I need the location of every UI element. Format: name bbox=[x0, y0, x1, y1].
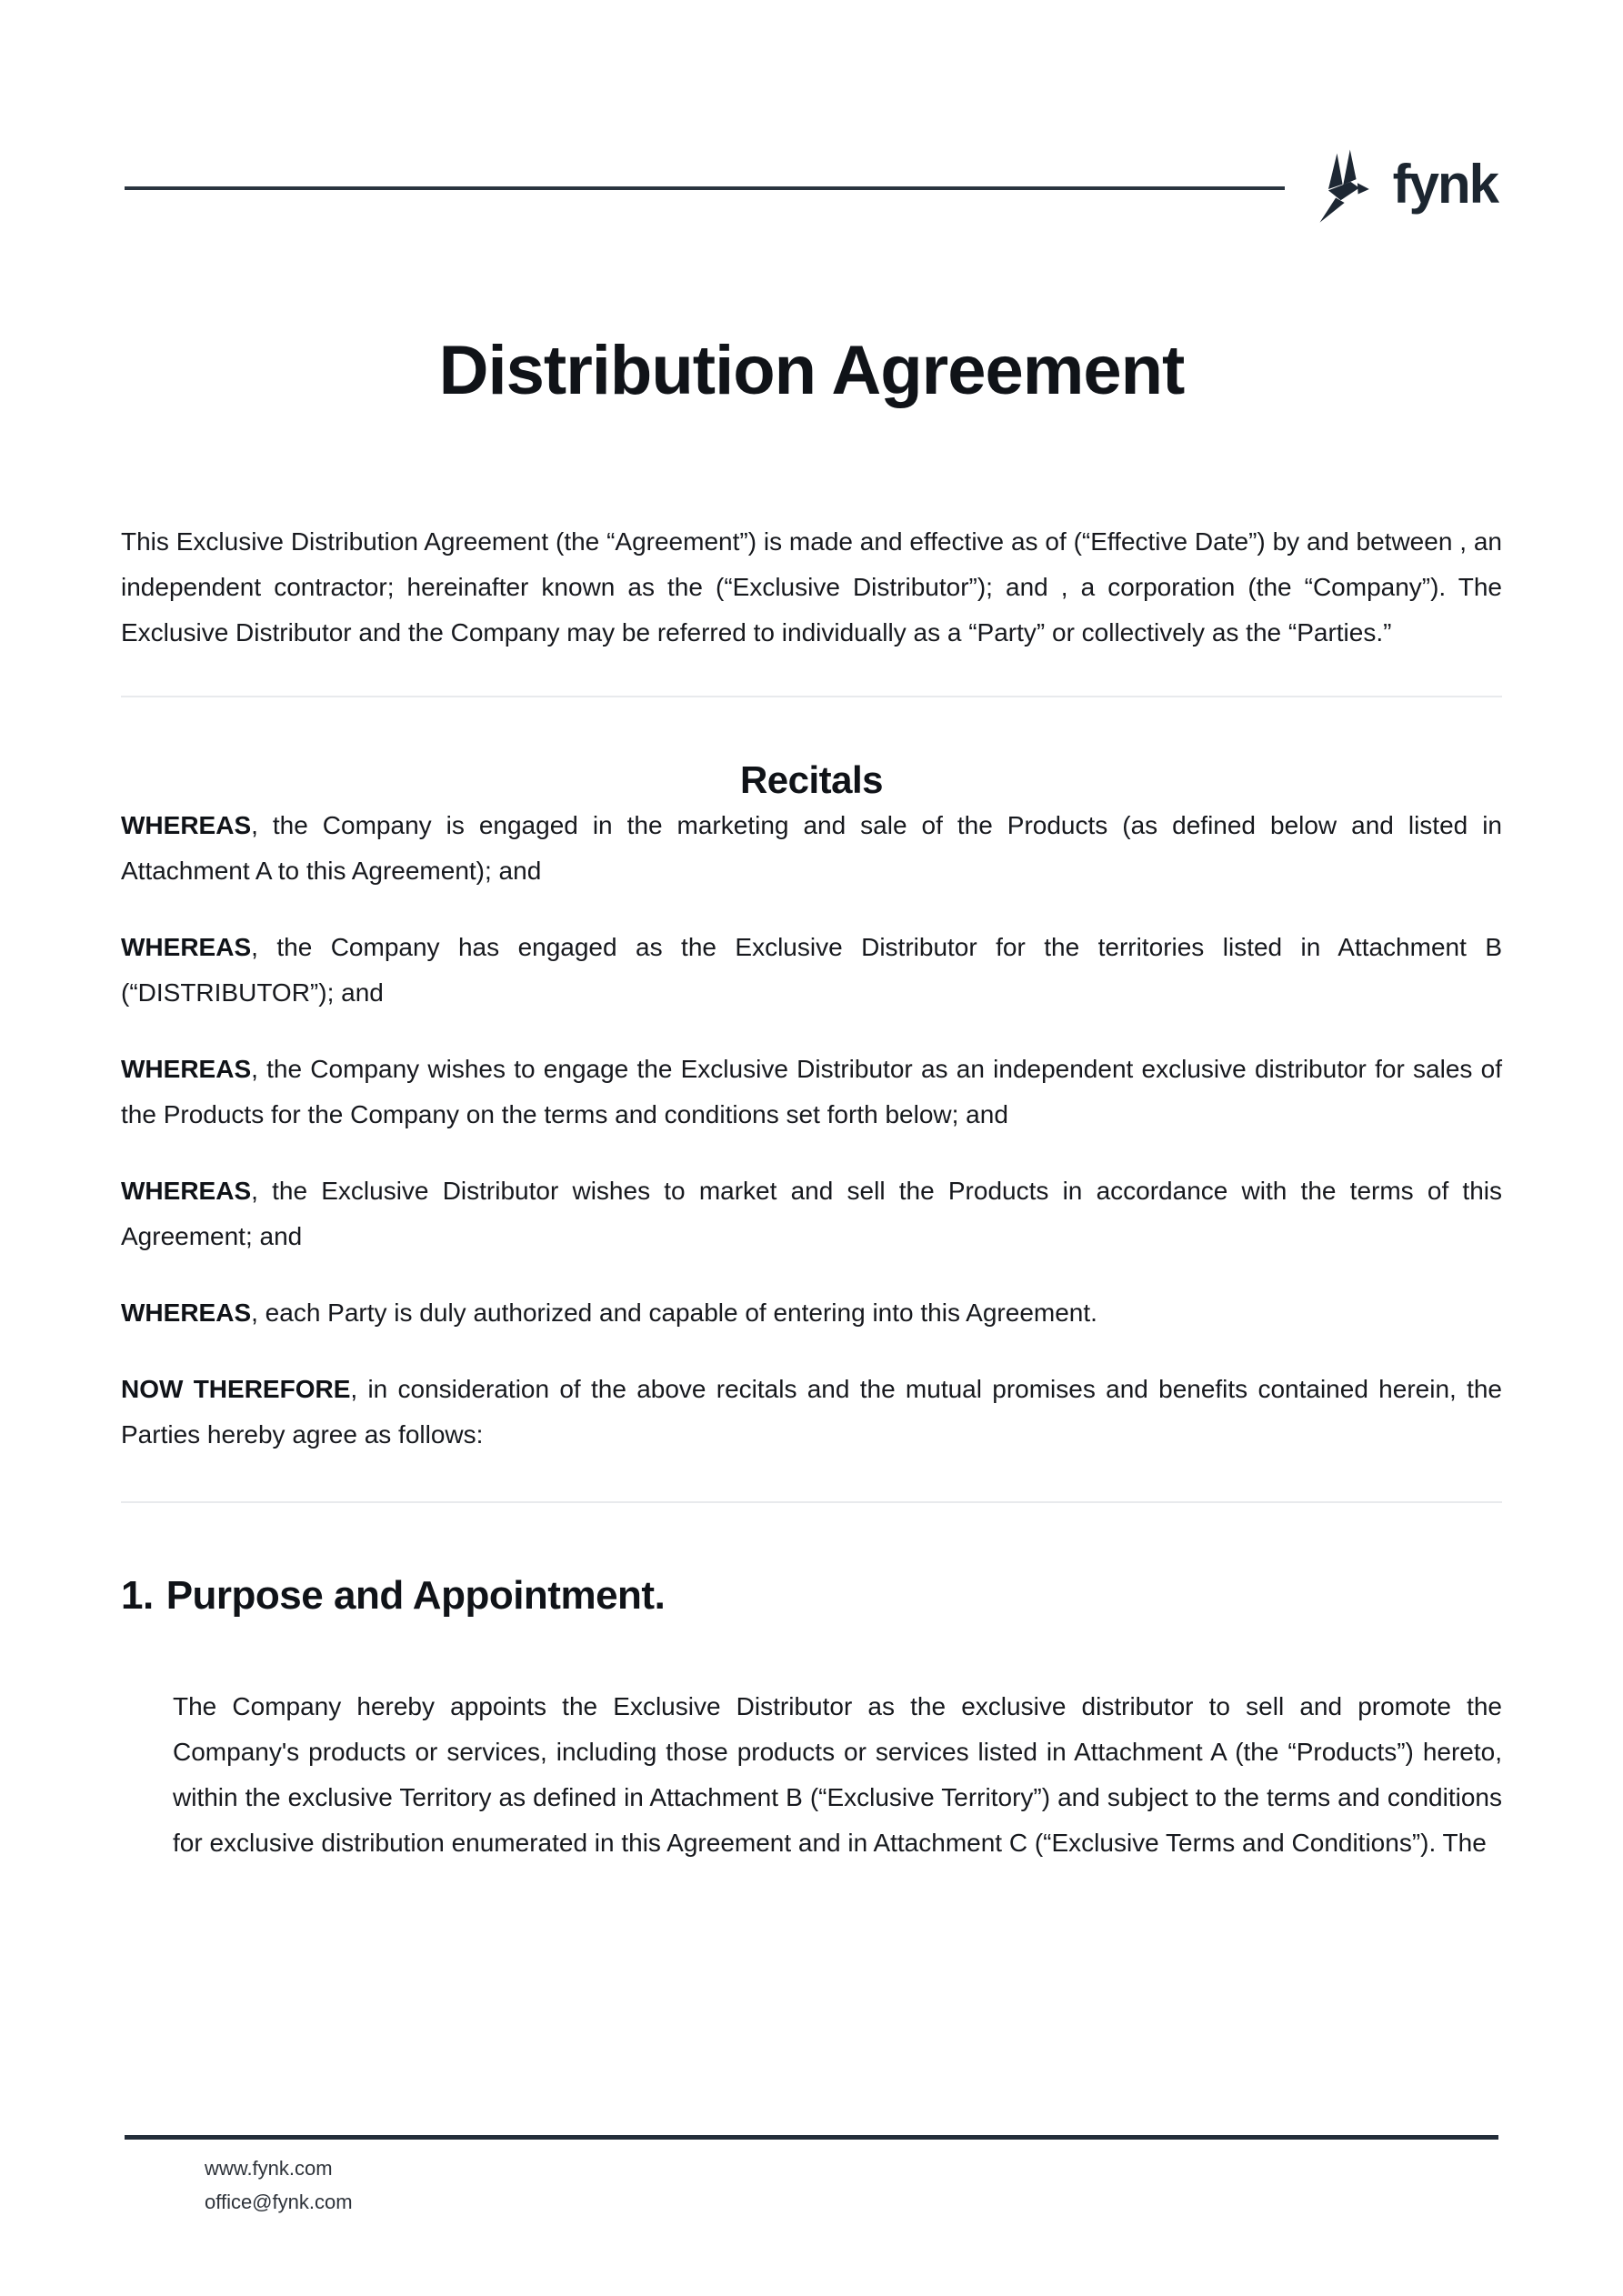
header-rule bbox=[125, 186, 1285, 190]
document-content bbox=[0, 332, 1623, 1866]
footer bbox=[205, 2151, 353, 2219]
recital-clause bbox=[121, 1168, 1502, 1259]
clause-text: , each Party is duly authorized and capable of entering into this Agreement. bbox=[251, 1298, 1097, 1327]
clause-lead: NOW THEREFORE bbox=[121, 1375, 351, 1403]
clause-lead: WHEREAS bbox=[121, 1177, 252, 1205]
clause-text: , the Exclusive Distributor wishes to market and sell the Products in accordance with the terms of this Agreement; and bbox=[121, 1177, 1502, 1250]
recital-clause bbox=[121, 1047, 1502, 1138]
footer-website-link[interactable]: www.fynk.com bbox=[205, 2157, 333, 2180]
recital-clause bbox=[121, 1290, 1502, 1336]
recital-clause bbox=[121, 803, 1502, 894]
brand-wordmark: fynk bbox=[1392, 154, 1498, 215]
recitals-heading: Recitals bbox=[739, 758, 884, 801]
intro-paragraph: This Exclusive Distribution Agreement (the “Agreement”) is made and effective as of (“Effective Date”) by and between , an independent contractor; hereinafter known as the (“Exclusive Distributor”); and , a corporation (the “Company”). The Exclusive Distributor and the Company may be referred to individually as a “Party” or collectively as the “Parties.” bbox=[121, 527, 1502, 647]
clause-text: , the Company wishes to engage the Exclusive Distributor as an independent exclusive distributor for sales of the Products for the Company on the terms and conditions set forth below; and bbox=[121, 1055, 1502, 1128]
clause-text: , the Company is engaged in the marketing and sale of the Products (as defined below and listed in Attachment A to this Agreement); and bbox=[121, 811, 1502, 885]
footer-email-link[interactable]: office@fynk.com bbox=[205, 2191, 353, 2213]
brand-logo bbox=[1315, 149, 1498, 226]
divider bbox=[121, 696, 1502, 697]
clause-lead: WHEREAS bbox=[121, 1298, 252, 1327]
section-number: 1. bbox=[121, 1573, 154, 1618]
divider bbox=[121, 1501, 1502, 1503]
clause-lead: WHEREAS bbox=[121, 811, 252, 839]
clause-text: , in consideration of the above recitals and the mutual promises and benefits contained herein, the Parties hereby agree as follows: bbox=[121, 1375, 1502, 1449]
clause-lead: WHEREAS bbox=[121, 933, 252, 961]
document-title: Distribution Agreement bbox=[438, 332, 1185, 409]
section-title: Purpose and Appointment. bbox=[165, 1573, 666, 1618]
clause-text: , the Company has engaged as the Exclusive Distributor for the territories listed in Attachment B (“DISTRIBUTOR”); and bbox=[121, 933, 1502, 1007]
now-therefore-clause bbox=[121, 1367, 1502, 1458]
footer-rule bbox=[125, 2135, 1498, 2140]
section-1-body: The Company hereby appoints the Exclusive Distributor as the exclusive distributor to sell and promote the Company's products or services, including those products or services listed in Attachment A (the “Products”) hereto, within the exclusive Territory as defined in Attachment B (“Exclusive Territory”) and subject to the terms and conditions for exclusive distribution enumerated in this Agreement and in Attachment C (“Exclusive Terms and Conditions”). The bbox=[173, 1692, 1502, 1857]
origami-bird-icon bbox=[1315, 149, 1377, 226]
recital-clause bbox=[121, 925, 1502, 1016]
clause-lead: WHEREAS bbox=[121, 1055, 252, 1083]
section-1-heading bbox=[121, 1572, 1502, 1619]
